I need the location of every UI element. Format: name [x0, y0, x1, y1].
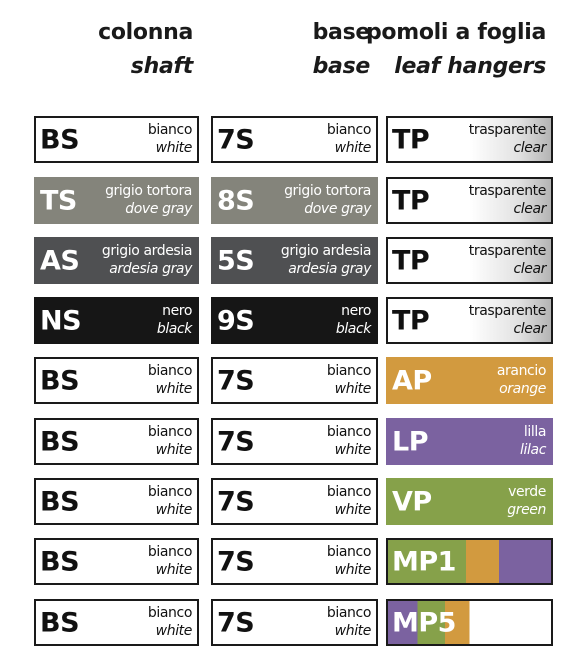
shaft-code: BS [40, 124, 80, 155]
header-hangers [366, 22, 546, 78]
shaft-code: BS [40, 426, 80, 457]
shaft-swatch [34, 599, 199, 646]
base-color-it: grigio tortora [284, 183, 371, 199]
base-color-it: bianco [326, 544, 371, 560]
base-code: 8S [217, 185, 255, 216]
shaft-code: BS [40, 486, 80, 517]
hanger-color-it: trasparente [468, 122, 546, 138]
shaft-code: BS [40, 546, 80, 577]
shaft-color-it: bianco [147, 484, 192, 500]
shaft-color-en: white [155, 562, 192, 578]
base-swatch [211, 297, 378, 344]
hanger-code: TP [392, 124, 430, 155]
header-hangers-it: pomoli a foglia [365, 20, 546, 45]
shaft-code: BS [40, 365, 80, 396]
shaft-code: TS [40, 185, 77, 216]
shaft-code: NS [40, 305, 82, 336]
hanger-color-it: verde [508, 484, 546, 500]
shaft-color-names [148, 483, 192, 519]
hanger-color-names [520, 423, 546, 459]
hanger-color-names [507, 483, 546, 519]
shaft-swatch [34, 297, 199, 344]
hanger-color-names [469, 182, 546, 218]
base-color-it: grigio ardesia [280, 243, 371, 259]
base-color-en: white [334, 381, 371, 397]
hanger-code: TP [392, 245, 430, 276]
hanger-swatch-mix [386, 538, 553, 585]
base-swatch [211, 177, 378, 224]
shaft-color-en: dove gray [125, 201, 192, 217]
header-base [313, 22, 370, 78]
header-base-en: base [312, 54, 370, 79]
hanger-code: TP [392, 185, 430, 216]
shaft-color-en: ardesia gray [109, 261, 192, 277]
base-swatch [211, 599, 378, 646]
header-shaft-it: colonna [98, 20, 193, 45]
base-color-it: bianco [326, 424, 371, 440]
base-color-en: white [334, 623, 371, 639]
shaft-code: BS [40, 607, 80, 638]
shaft-swatch [34, 116, 199, 163]
hanger-code: MP5 [392, 607, 456, 638]
base-color-names [336, 302, 371, 338]
hanger-code: LP [392, 426, 428, 457]
shaft-color-names [148, 604, 192, 640]
base-color-names [327, 121, 371, 157]
shaft-color-names [102, 242, 192, 278]
hanger-color-it: trasparente [468, 243, 546, 259]
hanger-color-names [469, 242, 546, 278]
base-code: 7S [217, 426, 255, 457]
base-color-names [327, 543, 371, 579]
hanger-swatch [386, 418, 553, 465]
shaft-color-names [148, 362, 192, 398]
shaft-color-names [148, 543, 192, 579]
hanger-color-names [497, 362, 546, 398]
header-shaft-en: shaft [130, 54, 193, 79]
base-color-en: white [334, 502, 371, 518]
base-color-names [327, 423, 371, 459]
base-color-en: white [334, 140, 371, 156]
hanger-swatch [386, 177, 553, 224]
base-swatch [211, 116, 378, 163]
hanger-color-en: clear [513, 140, 546, 156]
base-color-en: dove gray [304, 201, 371, 217]
shaft-color-en: white [155, 381, 192, 397]
hanger-color-it: trasparente [468, 303, 546, 319]
hanger-color-names [469, 121, 546, 157]
header-base-it: base [312, 20, 370, 45]
hanger-color-en: lilac [520, 442, 546, 458]
header-shaft [98, 22, 193, 78]
shaft-color-en: white [155, 140, 192, 156]
hanger-color-en: clear [513, 321, 546, 337]
shaft-color-it: nero [162, 303, 192, 319]
header-hangers-en: leaf hangers [394, 54, 546, 79]
shaft-color-it: bianco [147, 424, 192, 440]
shaft-swatch [34, 418, 199, 465]
base-color-names [327, 483, 371, 519]
base-code: 7S [217, 546, 255, 577]
base-code: 7S [217, 365, 255, 396]
shaft-swatch [34, 237, 199, 284]
base-swatch [211, 237, 378, 284]
hanger-code: MP1 [392, 546, 456, 577]
hanger-swatch [386, 357, 553, 404]
hanger-color-it: trasparente [468, 183, 546, 199]
shaft-swatch [34, 357, 199, 404]
base-color-en: white [334, 442, 371, 458]
shaft-code: AS [40, 245, 80, 276]
shaft-color-it: bianco [147, 122, 192, 138]
base-color-it: bianco [326, 363, 371, 379]
base-code: 5S [217, 245, 255, 276]
shaft-color-it: bianco [147, 605, 192, 621]
base-code: 7S [217, 124, 255, 155]
hanger-swatch [386, 297, 553, 344]
base-code: 7S [217, 486, 255, 517]
base-color-it: nero [341, 303, 371, 319]
base-color-it: bianco [326, 484, 371, 500]
shaft-color-it: grigio tortora [105, 183, 192, 199]
base-color-names [327, 604, 371, 640]
hanger-swatch [386, 237, 553, 284]
shaft-color-names [157, 302, 192, 338]
base-swatch [211, 418, 378, 465]
base-color-en: black [335, 321, 371, 337]
hanger-swatch [386, 116, 553, 163]
base-color-it: bianco [326, 122, 371, 138]
shaft-color-en: white [155, 502, 192, 518]
hanger-color-en: clear [513, 201, 546, 217]
hanger-swatch [386, 478, 553, 525]
shaft-color-en: white [155, 442, 192, 458]
base-color-names [284, 182, 371, 218]
hanger-swatch-mix [386, 599, 553, 646]
hanger-color-names [469, 302, 546, 338]
hanger-color-it: arancio [496, 363, 546, 379]
hanger-code: AP [392, 365, 432, 396]
shaft-swatch [34, 177, 199, 224]
base-swatch [211, 357, 378, 404]
shaft-color-en: white [155, 623, 192, 639]
base-color-names [281, 242, 371, 278]
shaft-color-names [148, 121, 192, 157]
shaft-swatch [34, 538, 199, 585]
base-color-names [327, 362, 371, 398]
shaft-color-it: bianco [147, 363, 192, 379]
shaft-swatch [34, 478, 199, 525]
base-color-it: bianco [326, 605, 371, 621]
hanger-color-en: orange [499, 381, 546, 397]
hanger-code: TP [392, 305, 430, 336]
shaft-color-en: black [156, 321, 192, 337]
shaft-color-it: grigio ardesia [101, 243, 192, 259]
base-code: 7S [217, 607, 255, 638]
shaft-color-names [148, 423, 192, 459]
hanger-code: VP [392, 486, 432, 517]
base-swatch [211, 478, 378, 525]
shaft-color-it: bianco [147, 544, 192, 560]
base-swatch [211, 538, 378, 585]
hanger-color-en: clear [513, 261, 546, 277]
base-code: 9S [217, 305, 255, 336]
base-color-en: white [334, 562, 371, 578]
base-color-en: ardesia gray [288, 261, 371, 277]
shaft-color-names [105, 182, 192, 218]
hanger-color-en: green [507, 502, 546, 518]
hanger-color-it: lilla [523, 424, 546, 440]
